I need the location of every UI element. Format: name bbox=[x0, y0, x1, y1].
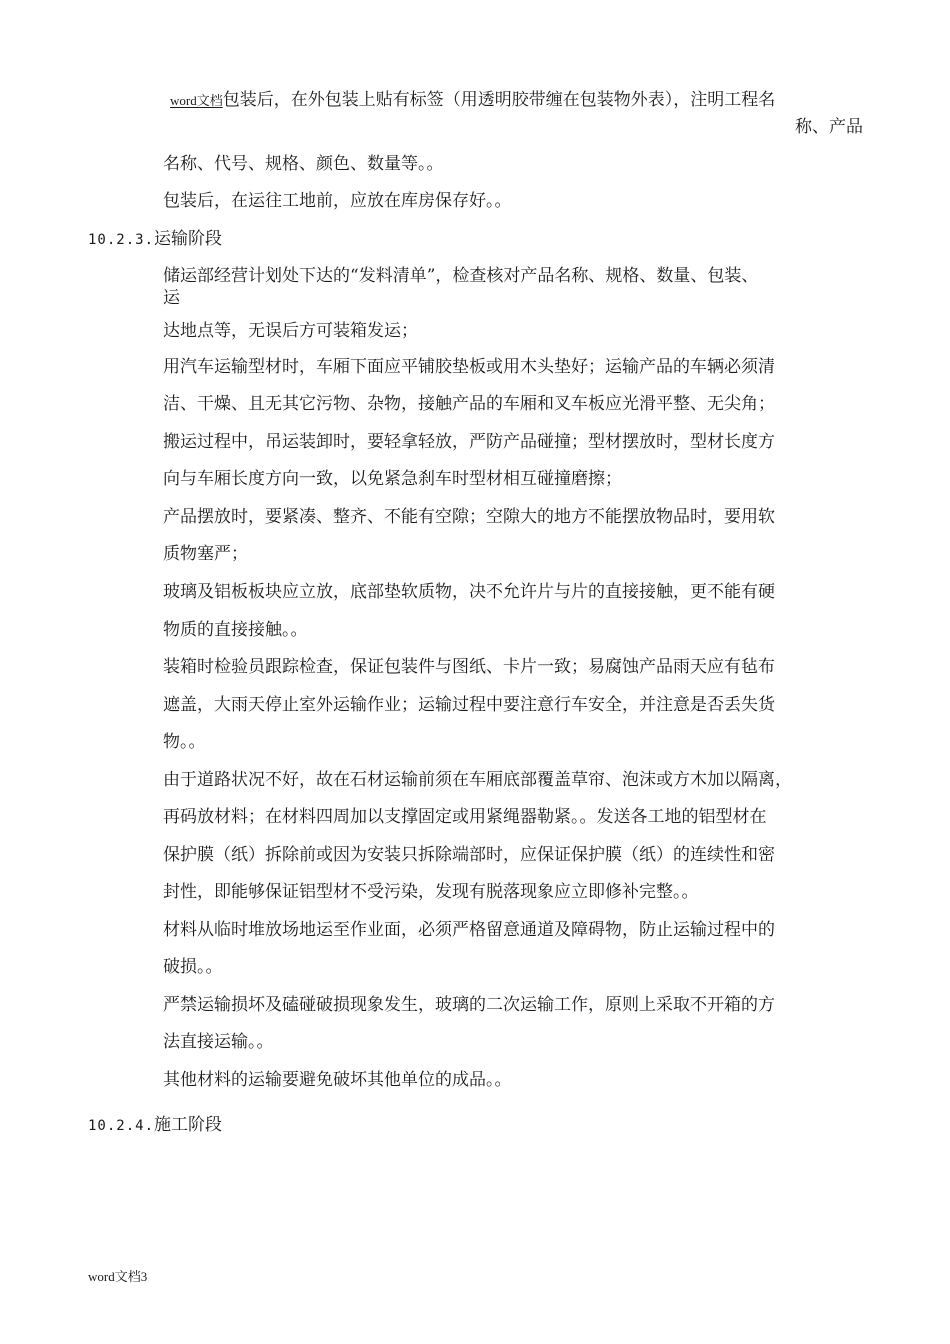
paragraph-line: 称、产品 bbox=[795, 117, 863, 137]
paragraph-line: 破损。。 bbox=[163, 957, 223, 977]
section-heading-construction bbox=[88, 1113, 222, 1138]
paragraph-line: 用汽车运输型材时，车厢下面应平铺胶垫板或用木头垫好；运输产品的车辆必须清 bbox=[163, 357, 775, 377]
paragraph-line: 向与车厢长度方向一致，以免紧急刹车时型材相互碰撞磨擦； bbox=[163, 469, 622, 489]
section-number: 10.2.3. bbox=[88, 232, 155, 248]
paragraph-line: 包装后，在运往工地前，应放在库房保存好。。 bbox=[163, 191, 512, 211]
paragraph-line: 严禁运输损坏及磕碰破损现象发生，玻璃的二次运输工作，原则上采取不开箱的方 bbox=[163, 995, 775, 1015]
paragraph-line: 储运部经营计划处下达的“发料清单”，检查核对产品名称、规格、数量、包装、 bbox=[163, 266, 759, 286]
paragraph-line: 质物塞严； bbox=[163, 544, 248, 564]
paragraph-line: 名称、代号、规格、颜色、数量等。。 bbox=[163, 154, 444, 174]
section-title: 运输阶段 bbox=[154, 229, 223, 249]
paragraph-line bbox=[170, 88, 863, 113]
paragraph-line: 再码放材料；在材料四周加以支撑固定或用紧绳器勒紧。。发送各工地的铝型材在 bbox=[163, 807, 767, 827]
paragraph-text: 包装后，在外包装上贴有标签（用透明胶带缠在包装物外表），注明工程名 bbox=[222, 90, 776, 110]
paragraph-line: 遮盖，大雨天停止室外运输作业；运输过程中要注意行车安全，并注意是否丢失货 bbox=[163, 695, 775, 715]
paragraph-line: 洁、干燥、且无其它污物、杂物，接触产品的车厢和叉车板应光滑平整、无尖角； bbox=[163, 394, 775, 414]
paragraph-line: 产品摆放时，要紧凑、整齐、不能有空隙；空隙大的地方不能摆放物品时，要用软 bbox=[163, 507, 775, 527]
paragraph-line: 运 bbox=[163, 288, 180, 308]
section-heading-transport bbox=[88, 227, 222, 252]
paragraph-line: 保护膜（纸）拆除前或因为安装只拆除端部时，应保证保护膜（纸）的连续性和密 bbox=[163, 845, 775, 865]
paragraph-line: 物质的直接接触。。 bbox=[163, 620, 308, 640]
section-number: 10.2.4. bbox=[88, 1118, 155, 1134]
section-title: 施工阶段 bbox=[154, 1115, 223, 1135]
paragraph-line: 封性，即能够保证铝型材不受污染，发现有脱落现象应立即修补完整。。 bbox=[163, 882, 699, 902]
paragraph-line: 装箱时检验员跟踪检查，保证包装件与图纸、卡片一致；易腐蚀产品雨天应有毡布 bbox=[163, 657, 775, 677]
paragraph-line: 其他材料的运输要避免破坏其他单位的成品。。 bbox=[163, 1070, 512, 1090]
paragraph-line: 达地点等，无误后方可装箱发运； bbox=[163, 321, 418, 341]
paragraph-line: 材料从临时堆放场地运至作业面，必须严格留意通道及障碍物，防止运输过程中的 bbox=[163, 920, 775, 940]
paragraph-line: 法直接运输。。 bbox=[163, 1032, 274, 1052]
paragraph-line: 搬运过程中，吊运装卸时，要轻拿轻放，严防产品碰撞；型材摆放时，型材长度方 bbox=[163, 432, 775, 452]
paragraph-line: 玻璃及铝板板块应立放，底部垫软质物，决不允许片与片的直接接触，更不能有硬 bbox=[163, 582, 775, 602]
paragraph-line: 物。。 bbox=[163, 732, 206, 752]
header-prefix: word文档 bbox=[170, 93, 223, 108]
paragraph-line: 由于道路状况不好，故在石材运输前须在车厢底部覆盖草帘、泡沫或方木加以隔离， bbox=[163, 770, 792, 790]
page-footer: word文档3 bbox=[88, 1269, 148, 1284]
